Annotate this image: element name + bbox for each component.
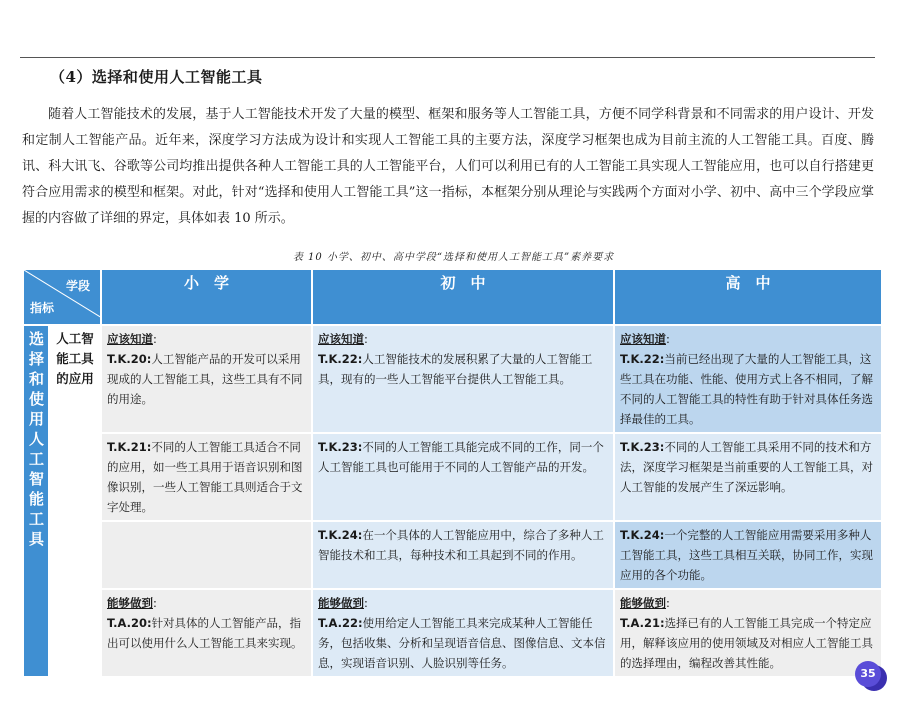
code-label: T.K.22:	[318, 352, 363, 366]
dimension-char: 用	[29, 410, 45, 428]
col-header-senior: 高 中	[614, 269, 882, 325]
cell-text: 针对具体的人工智能产品，指出可以使用什么人工智能工具来实现。	[107, 616, 303, 650]
cell-text: 人工智能技术的发展积累了大量的人工智能工具，现有的一些人工智能平台提供人工智能工具。	[318, 352, 593, 386]
dimension-char: 具	[29, 530, 45, 548]
cell-junior-ta22	[312, 589, 614, 677]
dimension-char: 智	[29, 470, 45, 488]
cell-text: 使用给定人工智能工具来完成某种人工智能任务，包括收集、分析和呈现语音信息、图像信息、文本信息，实现语音识别、人脸识别等任务。	[318, 616, 606, 670]
code-label: T.K.23:	[620, 440, 665, 454]
page-number-badge: 35	[855, 661, 881, 687]
cell-text: 不同的人工智能工具能完成不同的工作，同一个人工智能工具也可能用于不同的人工智能产品的开发。	[318, 440, 604, 474]
code-label: T.K.22:	[620, 352, 665, 366]
colon: :	[666, 332, 670, 346]
requirements-table	[22, 268, 883, 678]
know-label: 应该知道	[318, 332, 364, 346]
dimension-char: 人	[29, 430, 45, 448]
dimension-char: 工	[29, 510, 45, 528]
cell-senior-ta21	[614, 589, 882, 677]
dimension-char: 使	[29, 390, 45, 408]
section-heading: （4）选择和使用人工智能工具	[50, 68, 263, 86]
know-label: 应该知道	[620, 332, 666, 346]
cell-junior-tk22	[312, 325, 614, 433]
corner-indicator-label: 指标	[30, 301, 55, 315]
cell-text: 当前已经出现了大量的人工智能工具，这些工具在功能、性能、使用方式上各不相同，了解不同的人工智能工具的特性有助于针对具体任务选择最佳的工具。	[620, 352, 873, 426]
code-label: T.A.20:	[107, 616, 152, 630]
code-label: T.K.21:	[107, 440, 152, 454]
dimension-char: 和	[29, 370, 45, 388]
sub-indicator-cell	[49, 325, 101, 677]
cell-text: 一个完整的人工智能应用需要采用多种人工智能工具，这些工具相互关联，协同工作，实现应用的各个功能。	[620, 528, 873, 582]
do-label: 能够做到	[107, 596, 153, 610]
table-row	[23, 521, 882, 589]
cell-senior-tk24	[614, 521, 882, 589]
body-paragraph: 随着人工智能技术的发展，基于人工智能技术开发了大量的模型、框架和服务等人工智能工具，方便不同学科背景和不同需求的用户设计、开发和定制人工智能产品。近年来，深度学习方法成为设计和实现人工智能工具的主要方法，深度学习框架也成为目前主流的人工智能工具。百度、腾讯、科大讯飞、谷歌等公司均推出提供各种人工智能工具的人工智能平台，人们可以利用已有的人工智能工具实现人工智能应用，也可以自行搭建更符合应用需求的模型和框架。对此，针对“选择和使用人工智能工具”这一指标，本框架分别从理论与实践两个方面对小学、初中、高中三个学段应掌握的内容做了详细的界定，具体如表 10 所示。	[22, 107, 874, 226]
code-label: T.A.22:	[318, 616, 363, 630]
code-label: T.K.24:	[620, 528, 665, 542]
colon: :	[153, 596, 157, 610]
dimension-cell	[23, 325, 49, 677]
header-row	[23, 269, 882, 325]
do-label: 能够做到	[620, 596, 666, 610]
colon: :	[364, 332, 368, 346]
corner-cell	[23, 269, 101, 325]
col-header-junior: 初 中	[312, 269, 614, 325]
dimension-label	[29, 329, 43, 549]
cell-senior-tk23	[614, 433, 882, 521]
dimension-char: 能	[29, 490, 45, 508]
cell-primary-ta20	[101, 589, 312, 677]
cell-text: 选择已有的人工智能工具完成一个特定应用，解释该应用的使用领域及对相应人工智能工具的选择理由，编程改善其性能。	[620, 616, 873, 670]
cell-junior-tk23	[312, 433, 614, 521]
table-row	[23, 325, 882, 433]
cell-primary-tk21	[101, 433, 312, 521]
cell-senior-tk22	[614, 325, 882, 433]
cell-text: 在一个具体的人工智能应用中，综合了多种人工智能技术和工具，每种技术和工具起到不同的作用。	[318, 528, 604, 562]
know-label: 应该知道	[107, 332, 153, 346]
colon: :	[153, 332, 157, 346]
code-label: T.K.23:	[318, 440, 363, 454]
cell-text: 不同的人工智能工具采用不同的技术和方法，深度学习框架是当前重要的人工智能工具，对人工智能的发展产生了深远影响。	[620, 440, 873, 494]
cell-primary-tk20	[101, 325, 312, 433]
dimension-char: 工	[29, 450, 45, 468]
colon: :	[666, 596, 670, 610]
table-caption: 表 10 小学、初中、高中学段“选择和使用人工智能工具”素养要求	[292, 252, 615, 263]
dimension-char: 选	[29, 330, 45, 348]
code-label: T.A.21:	[620, 616, 665, 630]
cell-text: 人工智能产品的开发可以采用现成的人工智能工具，这些工具有不同的用途。	[107, 352, 303, 406]
cell-text: 不同的人工智能工具适合不同的应用，如一些工具用于语音识别和图像识别，一些人工智能工具则适合于文字处理。	[107, 440, 303, 514]
table-row	[23, 433, 882, 521]
do-label: 能够做到	[318, 596, 364, 610]
cell-primary-empty	[101, 521, 312, 589]
top-rule	[20, 57, 875, 58]
code-label: T.K.24:	[318, 528, 363, 542]
table-row	[23, 589, 882, 677]
dimension-char: 择	[29, 350, 45, 368]
col-header-primary: 小 学	[101, 269, 312, 325]
corner-stage-label: 学段	[65, 279, 90, 293]
cell-junior-tk24	[312, 521, 614, 589]
colon: :	[364, 596, 368, 610]
code-label: T.K.20:	[107, 352, 152, 366]
sub-indicator-label: 人工智能工具的应用	[56, 331, 94, 386]
